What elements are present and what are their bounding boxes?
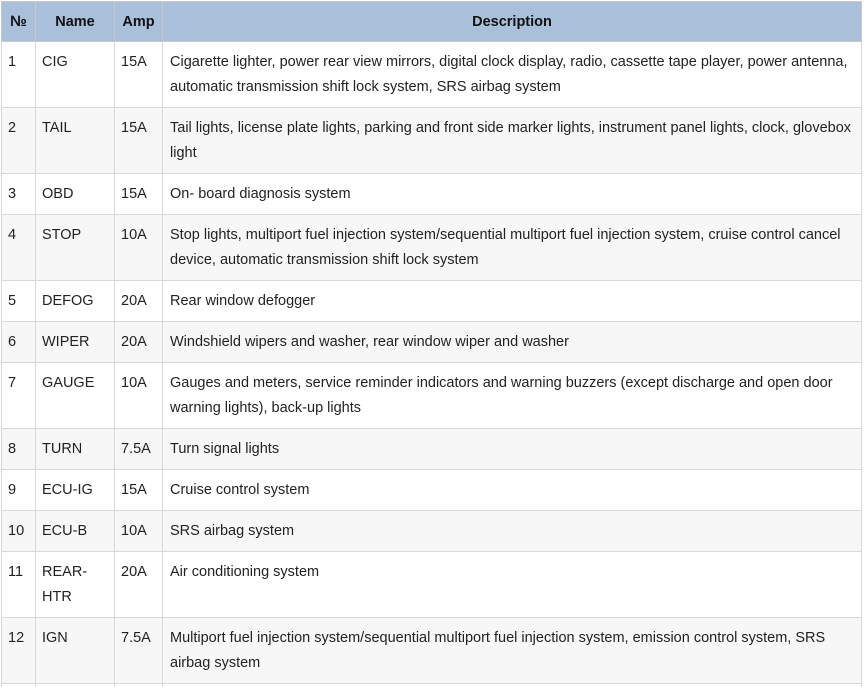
cell-number: 8 — [2, 429, 36, 470]
cell-name — [36, 684, 115, 687]
cell-name: TAIL — [36, 108, 115, 174]
header-amp: Amp — [115, 2, 163, 42]
cell-description: Cruise control system — [163, 470, 862, 511]
cell-description: Rear window defogger — [163, 281, 862, 322]
cell-number: 12 — [2, 618, 36, 684]
table-row — [2, 684, 862, 687]
cell-description: Stop lights, multiport fuel injection system/sequential multiport fuel injection system, cruise control cancel device, automatic transmission shift lock system — [163, 215, 862, 281]
table-row — [2, 429, 862, 470]
table-row — [2, 174, 862, 215]
table-row — [2, 511, 862, 552]
cell-name: STOP — [36, 215, 115, 281]
cell-description: Air conditioning system — [163, 552, 862, 618]
cell-amp: 15A — [115, 470, 163, 511]
table-row — [2, 215, 862, 281]
cell-name: IGN — [36, 618, 115, 684]
cell-description: SRS airbag system — [163, 511, 862, 552]
cell-amp: 15A — [115, 174, 163, 215]
cell-amp: 7.5A — [115, 429, 163, 470]
cell-name: DEFOG — [36, 281, 115, 322]
table-row — [2, 42, 862, 108]
cell-description — [163, 684, 862, 687]
cell-number: 4 — [2, 215, 36, 281]
cell-amp: 20A — [115, 552, 163, 618]
table-row — [2, 618, 862, 684]
header-row — [2, 2, 862, 42]
cell-name: TURN — [36, 429, 115, 470]
cell-name: WIPER — [36, 322, 115, 363]
cell-number — [2, 684, 36, 687]
header-name: Name — [36, 2, 115, 42]
cell-number: 7 — [2, 363, 36, 429]
cell-description: Windshield wipers and washer, rear window wiper and washer — [163, 322, 862, 363]
cell-amp: 10A — [115, 511, 163, 552]
cell-number: 6 — [2, 322, 36, 363]
cell-number: 1 — [2, 42, 36, 108]
cell-number: 2 — [2, 108, 36, 174]
table-row — [2, 470, 862, 511]
cell-name: REAR-HTR — [36, 552, 115, 618]
cell-number: 10 — [2, 511, 36, 552]
cell-number: 11 — [2, 552, 36, 618]
table-row — [2, 281, 862, 322]
cell-description: On- board diagnosis system — [163, 174, 862, 215]
cell-name: ECU-B — [36, 511, 115, 552]
cell-name: GAUGE — [36, 363, 115, 429]
cell-amp: 10A — [115, 215, 163, 281]
table-row — [2, 363, 862, 429]
cell-number: 3 — [2, 174, 36, 215]
table-row — [2, 552, 862, 618]
cell-name: OBD — [36, 174, 115, 215]
cell-amp: 15A — [115, 108, 163, 174]
cell-number: 5 — [2, 281, 36, 322]
fuse-table — [1, 1, 862, 687]
cell-amp: 20A — [115, 322, 163, 363]
cell-name: ECU-IG — [36, 470, 115, 511]
cell-amp — [115, 684, 163, 687]
cell-amp: 10A — [115, 363, 163, 429]
table-header — [2, 2, 862, 42]
cell-description: Tail lights, license plate lights, parking and front side marker lights, instrument panel lights, clock, glovebox light — [163, 108, 862, 174]
cell-amp: 15A — [115, 42, 163, 108]
table-body — [2, 42, 862, 687]
cell-name: CIG — [36, 42, 115, 108]
cell-description: Multiport fuel injection system/sequential multiport fuel injection system, emission control system, SRS airbag system — [163, 618, 862, 684]
table-row — [2, 108, 862, 174]
table-row — [2, 322, 862, 363]
cell-amp: 7.5A — [115, 618, 163, 684]
cell-number: 9 — [2, 470, 36, 511]
cell-description: Turn signal lights — [163, 429, 862, 470]
cell-description: Gauges and meters, service reminder indicators and warning buzzers (except discharge and open door warning lights), back-up lights — [163, 363, 862, 429]
header-description: Description — [163, 2, 862, 42]
header-number: № — [2, 2, 36, 42]
cell-description: Cigarette lighter, power rear view mirrors, digital clock display, radio, cassette tape player, power antenna, automatic transmission shift lock system, SRS airbag system — [163, 42, 862, 108]
cell-amp: 20A — [115, 281, 163, 322]
